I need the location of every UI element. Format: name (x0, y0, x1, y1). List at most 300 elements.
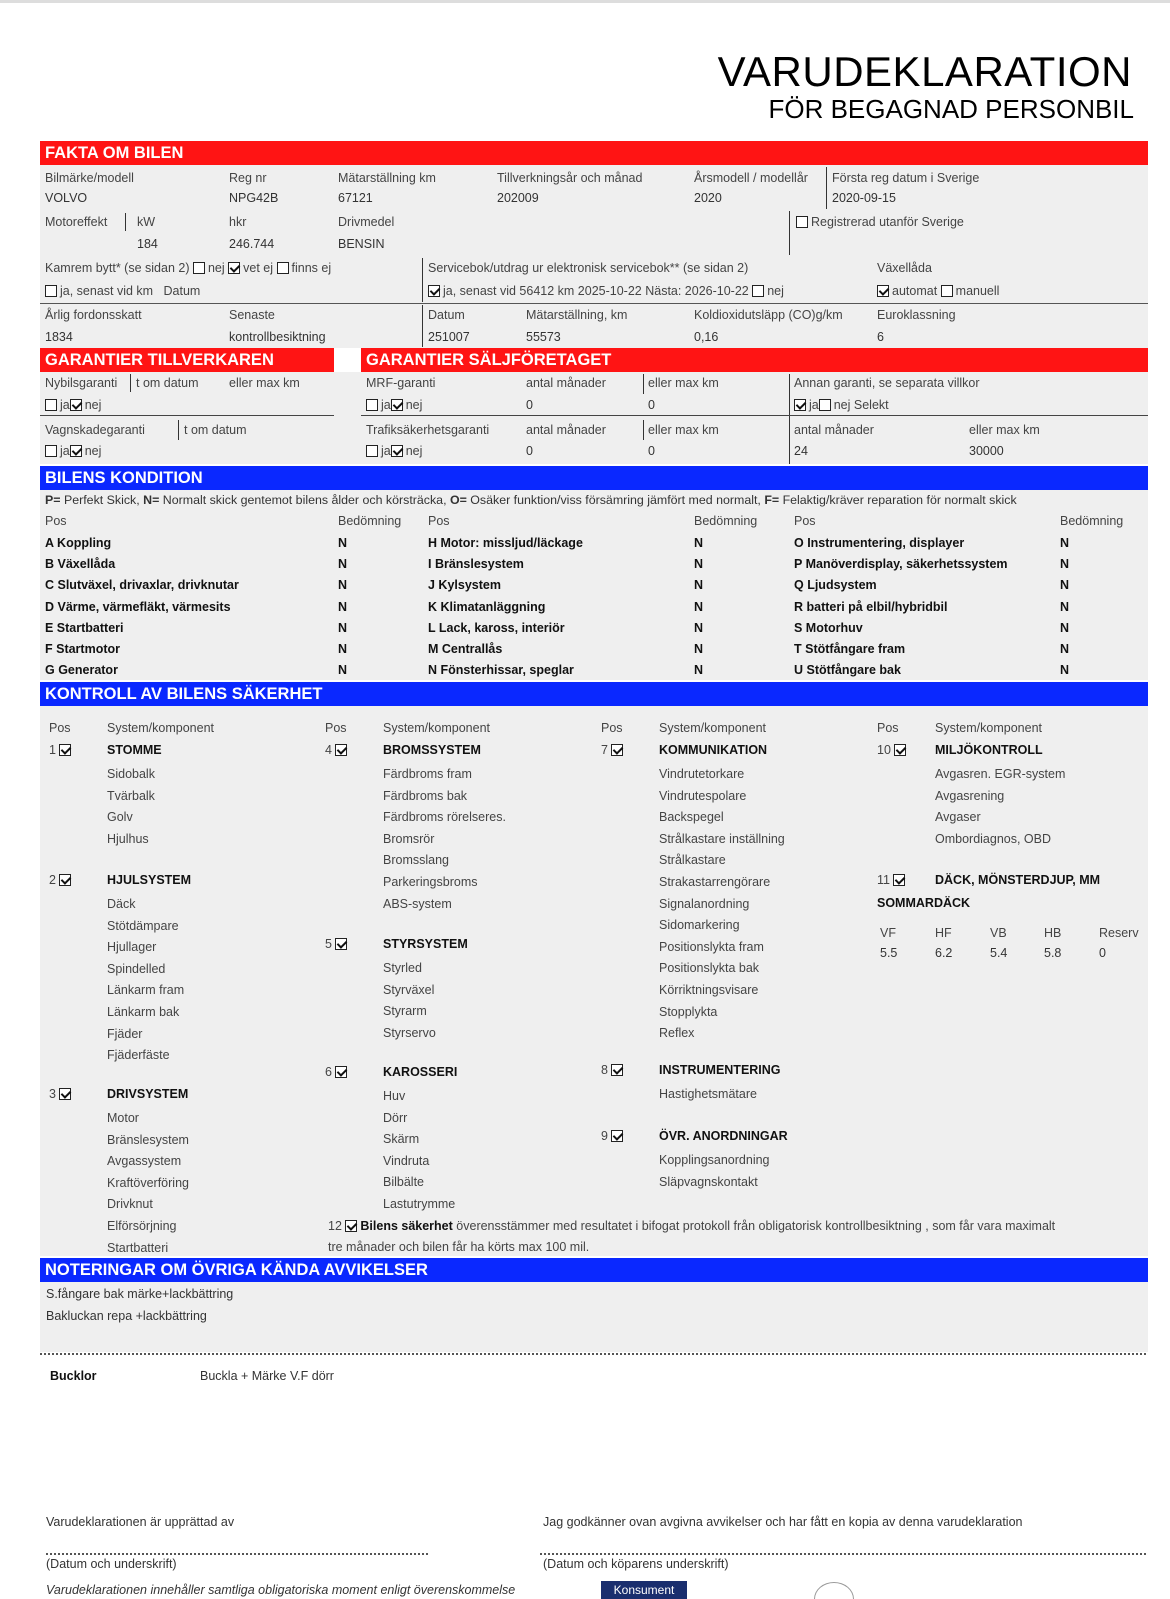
component-item: Kopplingsanordning (659, 1153, 770, 1167)
kondition-rating: N (694, 642, 704, 656)
nybil-nej-checkbox[interactable] (70, 399, 82, 411)
kondition-item: D Värme, värmefläkt, värmesits (45, 599, 231, 614)
dack-col-header: HB (1044, 926, 1062, 940)
vagn-label: Vagnskadegaranti (45, 423, 145, 437)
field-value-kw: 184 (137, 237, 158, 251)
group-number (49, 1087, 74, 1101)
mrf-ja-checkbox[interactable] (366, 399, 378, 411)
kondition-rating: N (1060, 599, 1070, 614)
divider (422, 305, 423, 347)
component-item: Bromsslang (383, 853, 449, 868)
section-garanti-salj-heading: GARANTIER SÄLJFÖRETAGET (361, 348, 1148, 372)
kondition-item: T Stötfångare fram (794, 642, 906, 656)
divider (178, 420, 179, 440)
group-title: STOMME (107, 743, 162, 757)
kondition-pos-header: Pos (794, 514, 816, 528)
kondition-rating: N (338, 557, 348, 572)
field-label-co: Koldioxidutsläpp (CO)g/km (694, 308, 843, 322)
kondition-item: J Kylsystem (428, 578, 501, 593)
component-item: Hjulhus (107, 831, 149, 846)
kondition-item: I Bränslesystem (428, 557, 524, 572)
annan-janej (794, 398, 889, 412)
group-number-label: 3 (49, 1087, 60, 1101)
kondition-rating: N (694, 557, 704, 572)
component-item: Styrled (383, 961, 422, 975)
legend-p-text: Perfekt Skick, (60, 493, 144, 507)
kondition-item: E Startbatteri (45, 620, 124, 635)
component-item: Däck (107, 897, 136, 911)
kondition-bedomning-header: Bedömning (694, 514, 758, 528)
divider (422, 258, 423, 302)
kondition-bedomning-header: Bedömning (1060, 514, 1124, 528)
vaxellada-label: Växellåda (877, 261, 932, 275)
field-label-arsmodell: Årsmodell / modellår (694, 171, 808, 185)
ja-label: ja (809, 398, 819, 412)
group-number-label: 10 (877, 743, 895, 757)
vaxellada-manuell-checkbox[interactable] (941, 285, 953, 297)
kamrem-row (45, 261, 331, 275)
kamrem-ja-label: ja, senast vid km (60, 284, 154, 298)
annan-eller-label: eller max km (969, 423, 1040, 437)
annan-km-value: 30000 (969, 444, 1004, 458)
divider (643, 374, 644, 394)
component-item: Strålkastare inställning (659, 831, 785, 846)
kamrem-vetej-label: vet ej (243, 261, 274, 275)
mrf-janej (366, 398, 422, 412)
mrf-antal-label: antal månader (526, 376, 606, 390)
component-item: Drivknut (107, 1197, 153, 1212)
component-item: Vindruta (383, 1153, 430, 1168)
checkbox-unchecked[interactable] (796, 216, 808, 228)
section-noteringar-heading: NOTERINGAR OM ÖVRIGA KÄNDA AVVIKELSER (40, 1258, 1148, 1282)
section-garanti-tillv-heading: GARANTIER TILLVERKAREN (40, 348, 334, 372)
annan-label: Annan garanti, se separata villkor (794, 376, 980, 390)
annan-nej-label: nej Selekt (833, 398, 889, 412)
footer-godkanner: Jag godkänner ovan avgivna avvikelser och har fått en kopia av denna varudeklaration (543, 1515, 1023, 1529)
component-item: Signalanordning (659, 896, 750, 911)
nybil-tom-datum: t om datum (136, 376, 199, 390)
kondition-rating: N (338, 663, 348, 678)
component-item: Skärm (383, 1132, 420, 1147)
vagn-janej (45, 444, 101, 458)
component-item: Hastighetsmätare (659, 1087, 757, 1101)
component-item: Ombordiagnos, OBD (935, 831, 1052, 846)
dack-value: 6.2 (935, 946, 953, 960)
group-title: DRIVSYSTEM (107, 1087, 189, 1101)
component-item: Spindelled (107, 961, 166, 976)
field-label-hkr: hkr (229, 215, 247, 229)
group-title: MILJÖKONTROLL (935, 743, 1043, 757)
group-title: KOMMUNIKATION (659, 743, 768, 757)
reg-utanfor-label: Registrerad utanför Sverige (811, 215, 964, 229)
divider (789, 374, 790, 464)
annan-manader-value: 24 (794, 444, 808, 458)
group-title: INSTRUMENTERING (659, 1063, 781, 1077)
field-value-datum: 251007 (428, 330, 470, 344)
kondition-item: R batteri på elbil/hybridbil (794, 599, 948, 614)
trafik-ja-checkbox[interactable] (366, 445, 378, 457)
trafik-km-value: 0 (648, 444, 655, 458)
field-value-regnr: NPG42B (229, 191, 279, 205)
field-value-tillverkningsar: 202009 (497, 191, 539, 205)
field-label-forsta-reg: Första reg datum i Sverige (832, 171, 980, 185)
service-label: Servicebok/utdrag ur elektronisk servicebok** (se sidan 2) (428, 261, 749, 275)
component-item: Färdbroms bak (383, 788, 468, 803)
field-label-skatt: Årlig fordonsskatt (45, 308, 142, 322)
field-value-euro: 6 (877, 330, 884, 344)
component-item: Vindrutetorkare (659, 767, 745, 781)
service-ja-checkbox[interactable] (428, 285, 440, 297)
p12-line1 (328, 1219, 1055, 1233)
group-number-label: 2 (49, 873, 60, 887)
kondition-item: F Startmotor (45, 642, 120, 656)
vaxellada-automat-checkbox[interactable] (877, 285, 889, 297)
divider (789, 211, 790, 255)
section-fakta-heading: FAKTA OM BILEN (40, 141, 1148, 165)
mrf-eller-label: eller max km (648, 376, 719, 390)
kondition-rating: N (1060, 536, 1070, 550)
notering-line: Bakluckan repa +lackbättring (46, 1309, 207, 1323)
field-value-bilmarke: VOLVO (45, 191, 88, 205)
component-item: Startbatteri (107, 1240, 169, 1255)
kondition-rating: N (694, 599, 704, 614)
group-number (601, 743, 626, 757)
divider (361, 415, 789, 416)
component-item: Stötdämpare (107, 918, 179, 933)
vagn-nej-checkbox[interactable] (70, 445, 82, 457)
component-item: Fjäderfäste (107, 1048, 170, 1063)
component-item: Stopplykta (659, 1004, 718, 1019)
dack-value: 5.8 (1044, 946, 1062, 960)
component-item: Positionslykta fram (659, 939, 764, 954)
component-item: Avgaser (935, 810, 981, 825)
annan-ja-checkbox[interactable] (794, 399, 806, 411)
component-item: Avgasrening (935, 788, 1005, 803)
dack-season: SOMMARDÄCK (877, 896, 971, 910)
group-number (601, 1129, 626, 1143)
footer-upprattad: Varudeklarationen är upprättad av (46, 1515, 235, 1529)
dack-value: 5.5 (880, 946, 898, 960)
footer-sign-seller: (Datum och underskrift) (46, 1557, 177, 1571)
vagn-ja-checkbox[interactable] (45, 445, 57, 457)
field-label-motoreffekt: Motoreffekt (45, 215, 108, 229)
vagn-tom-datum: t om datum (184, 423, 247, 437)
legend-p-key: P= (45, 493, 61, 507)
component-item: Tvärbalk (107, 788, 155, 803)
component-item: Hjullager (107, 940, 157, 955)
kamrem-finnsej-checkbox[interactable] (277, 262, 289, 274)
component-item: Parkeringsbroms (383, 875, 478, 889)
group-number-label: 5 (325, 937, 336, 951)
group-checkbox[interactable] (59, 1088, 71, 1100)
kondition-legend (45, 493, 1017, 507)
component-item: Bilbälte (383, 1175, 424, 1190)
component-item: Körriktningsvisare (659, 983, 759, 997)
group-number (601, 1063, 626, 1077)
component-item: Länkarm bak (107, 1005, 180, 1019)
kamrem-datum-label: Datum (163, 284, 201, 298)
field-label-matarstallning: Mätarställning km (338, 171, 436, 185)
component-item: Bränslesystem (107, 1132, 189, 1147)
component-item: Elförsörjning (107, 1219, 177, 1233)
group-number-label: 6 (325, 1065, 336, 1079)
field-label-senaste: Senaste (229, 308, 275, 322)
component-item: Reflex (659, 1026, 695, 1041)
kondition-item: B Växellåda (45, 557, 116, 572)
group-title: BROMSSYSTEM (383, 743, 481, 757)
group-checkbox[interactable] (611, 744, 623, 756)
kondition-item: L Lack, kaross, interiör (428, 620, 565, 635)
kondition-rating: N (338, 536, 348, 550)
kondition-item: K Klimatanläggning (428, 599, 546, 614)
kondition-bedomning-header: Bedömning (338, 514, 402, 528)
kamrem-label: Kamrem bytt* (se sidan 2) (45, 261, 190, 275)
dack-value: 0 (1099, 946, 1106, 960)
divider (130, 374, 131, 392)
vaxellada-automat-label: automat (892, 284, 938, 298)
service-ja-label: ja, senast vid 56412 km 2025-10-22 Nästa: 2026-10-22 (443, 284, 749, 298)
kondition-item: C Slutväxel, drivaxlar, drivknutar (45, 578, 239, 593)
bucklor-label: Bucklor (50, 1369, 97, 1383)
dack-col-header: Reserv (1099, 926, 1139, 940)
component-item: ABS-system (383, 896, 452, 911)
kamrem-vetej-checkbox[interactable] (228, 262, 240, 274)
kondition-item: H Motor: missljud/läckage (428, 536, 583, 550)
field-value-hkr: 246.744 (229, 237, 275, 251)
field-value-senaste: kontrollbesiktning (229, 330, 326, 344)
p12-line2: tre månader och bilen får ha körts max 100 mil. (328, 1240, 590, 1254)
kondition-item: G Generator (45, 663, 118, 678)
field-label-regnr: Reg nr (229, 171, 267, 185)
legend-n-key: N= (143, 493, 160, 507)
component-item: Färdbroms rörelseres. (383, 810, 506, 825)
component-item: Backspegel (659, 810, 724, 825)
group-number-label: 9 (601, 1129, 612, 1143)
footer-note: Varudeklarationen innehåller samtliga obligatoriska moment enligt överenskommelse (46, 1583, 516, 1597)
trafik-nej-checkbox[interactable] (391, 445, 403, 457)
legend-n-text: Normalt skick gentemot bilens ålder och körsträcka, (159, 493, 450, 507)
component-item: Avgasren. EGR-system (935, 767, 1066, 781)
nej-label: nej (405, 444, 423, 458)
field-value-forsta-reg: 2020-09-15 (832, 191, 896, 205)
nybil-ja-checkbox[interactable] (45, 399, 57, 411)
group-number (49, 873, 74, 887)
kondition-rating: N (694, 578, 704, 593)
mrf-nej-checkbox[interactable] (391, 399, 403, 411)
kamrem-finnsej-label: finns ej (291, 261, 332, 275)
kondition-rating: N (694, 536, 704, 550)
group-checkbox[interactable] (59, 874, 71, 886)
kamrem-nej-checkbox[interactable] (193, 262, 205, 274)
component-item: Sidomarkering (659, 918, 740, 933)
field-value-co: 0,16 (694, 330, 719, 344)
dack-value: 5.4 (990, 946, 1008, 960)
kamrem-ja-row (45, 284, 200, 298)
component-item: Vindrutespolare (659, 788, 747, 803)
legend-o-key: O= (449, 493, 467, 507)
group-title: HJULSYSTEM (107, 873, 192, 887)
group-number-label: 7 (601, 743, 612, 757)
group-number (877, 743, 909, 757)
kondition-pos-header: Pos (428, 514, 450, 528)
logo-seal (814, 1582, 854, 1599)
field-value-matar: 55573 (526, 330, 561, 344)
field-value-matarstallning: 67121 (338, 191, 373, 205)
kamrem-ja-checkbox[interactable] (45, 285, 57, 297)
component-item: Styrservo (383, 1025, 436, 1040)
group-checkbox[interactable] (611, 1064, 623, 1076)
kondition-rating: N (338, 578, 348, 593)
kondition-rating: N (694, 620, 704, 635)
sak-pos-header: Pos (325, 721, 347, 735)
component-item: Styrarm (383, 1004, 427, 1019)
group-checkbox[interactable] (335, 744, 347, 756)
sak-system-header: System/komponent (935, 721, 1042, 735)
annan-antal-label: antal månader (794, 423, 874, 437)
nej-label: nej (84, 398, 102, 412)
group-number-label: 4 (325, 743, 336, 757)
field-value-skatt: 1834 (45, 330, 73, 344)
dack-title: DÄCK, MÖNSTERDJUP, MM (935, 873, 1101, 887)
kondition-item: U Stötfångare bak (794, 663, 901, 678)
group-number-label: 8 (601, 1063, 612, 1077)
field-label-euro: Euroklassning (877, 308, 956, 322)
service-nej-checkbox[interactable] (752, 285, 764, 297)
dotted-rule (40, 1353, 1146, 1355)
kondition-rating: N (1060, 663, 1070, 678)
component-item: Huv (383, 1089, 406, 1103)
divider (789, 415, 1148, 416)
ja-label: ja (60, 444, 70, 458)
sak-pos-header: Pos (601, 721, 623, 735)
kondition-rating: N (1060, 642, 1070, 656)
sak-system-header: System/komponent (659, 721, 766, 735)
vaxellada-row (877, 284, 999, 298)
sak-system-header: System/komponent (383, 721, 490, 735)
annan-nej-checkbox[interactable] (819, 399, 831, 411)
group-number (325, 1065, 350, 1079)
group-number-label: 1 (49, 743, 60, 757)
component-item: Släpvagnskontakt (659, 1174, 758, 1189)
signature-line (540, 1553, 1146, 1555)
kondition-item: A Koppling (45, 536, 112, 550)
divider (643, 420, 644, 440)
kondition-item: P Manöverdisplay, säkerhetssystem (794, 557, 1008, 572)
group-checkbox[interactable] (335, 1066, 347, 1078)
sak-system-header: System/komponent (107, 721, 214, 735)
dack-col-header: HF (935, 926, 952, 940)
footer-sign-buyer: (Datum och köparens underskrift) (543, 1557, 729, 1571)
trafik-eller-label: eller max km (648, 423, 719, 437)
field-label-kw: kW (137, 215, 156, 229)
notering-line: S.fångare bak märke+lackbättring (46, 1287, 234, 1301)
divider (40, 303, 1148, 304)
dack-num-label: 11 (877, 873, 890, 887)
mrf-label: MRF-garanti (366, 376, 436, 390)
p12-checkbox[interactable] (345, 1220, 357, 1232)
component-item: Avgassystem (107, 1154, 182, 1169)
page-title: VARUDEKLARATION (717, 48, 1132, 95)
kondition-item: N Fönsterhissar, speglar (428, 663, 574, 678)
p12-num: 12 (328, 1219, 342, 1233)
bucklor-value: Buckla + Märke V.F dörr (200, 1369, 334, 1383)
field-label-tillverkningsar: Tillverkningsår och månad (497, 171, 643, 185)
trafik-label: Trafiksäkerhetsgaranti (366, 423, 490, 437)
kondition-rating: N (1060, 578, 1070, 593)
group-checkbox[interactable] (59, 744, 71, 756)
component-item: Styrväxel (383, 982, 435, 997)
section-sakerhet-heading: KONTROLL AV BILENS SÄKERHET (40, 682, 1148, 706)
field-label-datum: Datum (428, 308, 465, 322)
group-checkbox[interactable] (335, 938, 347, 950)
trafik-manader-value: 0 (526, 444, 533, 458)
konsument-badge: Konsument (601, 1581, 687, 1599)
reg-utanfor-checkbox[interactable] (796, 215, 964, 229)
component-item: Färdbroms fram (383, 767, 472, 781)
component-item: Strålkastare (659, 853, 726, 868)
trafik-antal-label: antal månader (526, 423, 606, 437)
kondition-rating: N (338, 642, 348, 656)
kondition-rating: N (1060, 620, 1070, 635)
field-value-drivmedel: BENSIN (338, 237, 385, 251)
group-number (49, 743, 74, 757)
service-row (428, 284, 784, 298)
legend-o-text: Osäker funktion/viss försämring jämfört med normalt, (466, 493, 765, 507)
nej-label: nej (405, 398, 423, 412)
dack-checkbox[interactable] (893, 874, 905, 886)
ja-label: ja (60, 398, 70, 412)
nybil-label: Nybilsgaranti (45, 376, 118, 390)
field-label-matar: Mätarställning, km (526, 308, 628, 322)
p12-bold: Bilens säkerhet (360, 1219, 453, 1233)
group-checkbox[interactable] (611, 1130, 623, 1142)
field-value-arsmodell: 2020 (694, 191, 722, 205)
divider (40, 415, 334, 416)
signature-line (46, 1553, 428, 1555)
group-title: KAROSSERI (383, 1065, 458, 1079)
legend-f-key: F= (764, 493, 780, 507)
section-kondition-heading: BILENS KONDITION (40, 466, 1148, 490)
kondition-rating: N (1060, 557, 1070, 572)
component-item: Positionslykta bak (659, 961, 760, 976)
group-checkbox[interactable] (894, 744, 906, 756)
field-label-drivmedel: Drivmedel (338, 215, 395, 229)
component-item: Kraftöverföring (107, 1175, 189, 1190)
group-number (325, 937, 350, 951)
trafik-janej (366, 444, 422, 458)
ja-label: ja (381, 444, 391, 458)
kondition-rating: N (338, 599, 348, 614)
component-item: Bromsrör (383, 831, 435, 846)
legend-f-text: Felaktig/kräver reparation för normalt skick (779, 493, 1017, 507)
mrf-km-value: 0 (648, 398, 655, 412)
kondition-item: S Motorhuv (794, 620, 863, 635)
nybil-eller-max-km: eller max km (229, 376, 300, 390)
top-rule (0, 0, 1170, 3)
component-item: Motor (107, 1111, 139, 1125)
service-nej-label: nej (767, 284, 784, 298)
dack-num (877, 873, 908, 887)
component-item: Sidobalk (107, 767, 155, 781)
p12-text: överensstämmer med resultatet i bifogat protokoll från obligatorisk kontrollbesiktning , som får vara maximalt (452, 1219, 1056, 1233)
page-subtitle: FÖR BEGAGNAD PERSONBIL (768, 94, 1134, 124)
group-title: ÖVR. ANORDNINGAR (659, 1129, 788, 1143)
dack-col-header: VF (880, 926, 896, 940)
sak-pos-header: Pos (877, 721, 899, 735)
kondition-rating: N (694, 663, 704, 678)
kondition-pos-header: Pos (45, 514, 67, 528)
component-item: Dörr (383, 1110, 408, 1125)
